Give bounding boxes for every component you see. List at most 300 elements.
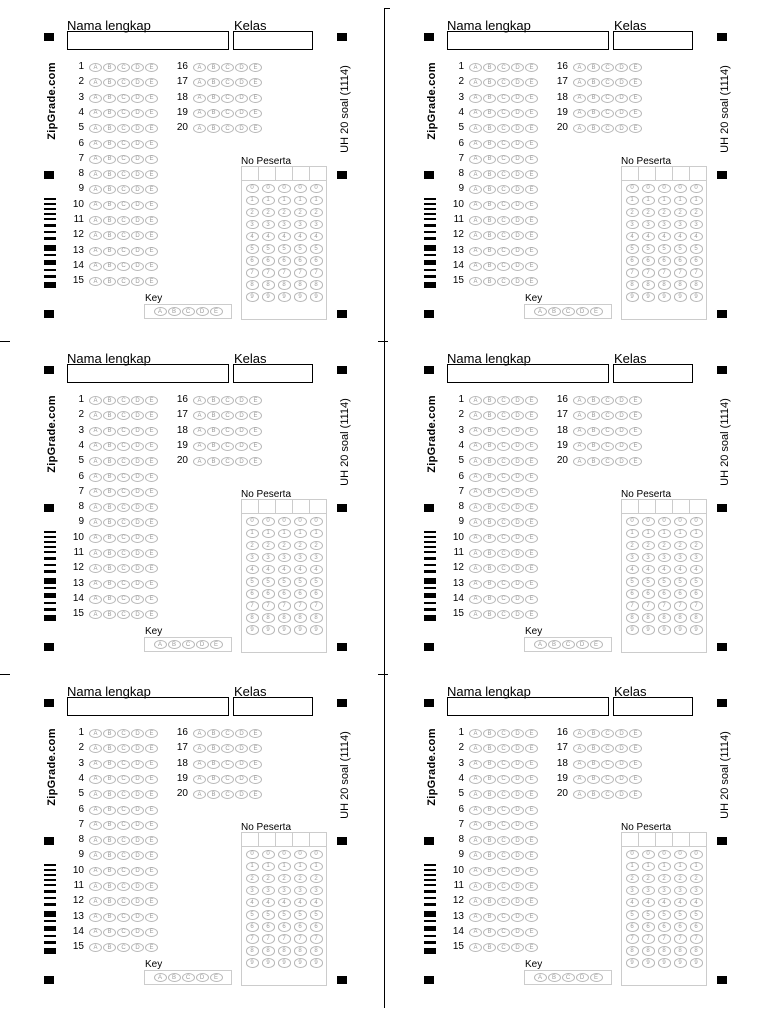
digit-bubble[interactable]: 1 <box>262 529 275 539</box>
digit-bubble[interactable]: 4 <box>278 898 291 908</box>
digit-bubble[interactable]: 4 <box>642 232 655 242</box>
digit-bubble[interactable]: 1 <box>626 196 639 206</box>
answer-bubble[interactable]: A <box>193 790 206 799</box>
answer-bubble[interactable]: A <box>193 729 206 738</box>
digit-bubble[interactable]: 0 <box>262 184 275 194</box>
digit-bubble[interactable]: 1 <box>674 529 687 539</box>
digit-bubble[interactable]: 0 <box>626 850 639 860</box>
answer-bubble[interactable]: D <box>131 595 144 604</box>
answer-bubble[interactable]: A <box>89 836 102 845</box>
answer-bubble[interactable]: A <box>193 775 206 784</box>
digit-bubble[interactable]: 2 <box>626 541 639 551</box>
key-bubble[interactable]: C <box>562 307 575 316</box>
digit-bubble[interactable]: 3 <box>674 553 687 563</box>
key-bubble[interactable]: D <box>576 640 589 649</box>
answer-bubble[interactable]: B <box>103 760 116 769</box>
answer-bubble[interactable]: E <box>629 411 642 420</box>
digit-bubble[interactable]: 5 <box>674 910 687 920</box>
answer-bubble[interactable]: C <box>601 427 614 436</box>
digit-bubble[interactable]: 5 <box>690 577 703 587</box>
answer-bubble[interactable]: C <box>117 170 130 179</box>
digit-bubble[interactable]: 7 <box>294 601 307 611</box>
answer-bubble[interactable]: C <box>497 473 510 482</box>
answer-bubble[interactable]: E <box>145 109 158 118</box>
answer-bubble[interactable]: D <box>511 790 524 799</box>
answer-bubble[interactable]: D <box>511 109 524 118</box>
digit-bubble[interactable]: 0 <box>246 517 259 527</box>
digit-bubble[interactable]: 4 <box>262 232 275 242</box>
answer-bubble[interactable]: D <box>131 867 144 876</box>
answer-bubble[interactable]: A <box>469 897 482 906</box>
answer-bubble[interactable]: B <box>103 411 116 420</box>
answer-bubble[interactable]: A <box>89 897 102 906</box>
answer-bubble[interactable]: D <box>511 216 524 225</box>
answer-bubble[interactable]: B <box>483 775 496 784</box>
answer-bubble[interactable]: D <box>511 534 524 543</box>
answer-bubble[interactable]: E <box>249 775 262 784</box>
answer-bubble[interactable]: B <box>103 78 116 87</box>
digit-bubble[interactable]: 7 <box>674 934 687 944</box>
answer-bubble[interactable]: A <box>573 760 586 769</box>
digit-bubble[interactable]: 4 <box>246 898 259 908</box>
answer-bubble[interactable]: E <box>525 185 538 194</box>
answer-bubble[interactable]: D <box>235 63 248 72</box>
answer-bubble[interactable]: D <box>615 760 628 769</box>
answer-bubble[interactable]: B <box>483 411 496 420</box>
digit-bubble[interactable]: 6 <box>674 922 687 932</box>
answer-bubble[interactable]: D <box>615 744 628 753</box>
answer-bubble[interactable]: D <box>511 913 524 922</box>
answer-bubble[interactable]: A <box>573 411 586 420</box>
answer-bubble[interactable]: D <box>511 473 524 482</box>
answer-bubble[interactable]: E <box>249 124 262 133</box>
digit-bubble[interactable]: 7 <box>310 934 323 944</box>
answer-bubble[interactable]: C <box>601 78 614 87</box>
answer-bubble[interactable]: D <box>131 775 144 784</box>
answer-bubble[interactable]: B <box>207 94 220 103</box>
answer-bubble[interactable]: A <box>469 63 482 72</box>
answer-bubble[interactable]: C <box>497 94 510 103</box>
digit-bubble[interactable]: 0 <box>278 850 291 860</box>
answer-bubble[interactable]: C <box>117 396 130 405</box>
key-bubble[interactable]: B <box>548 973 561 982</box>
answer-bubble[interactable]: D <box>615 427 628 436</box>
digit-bubble[interactable]: 0 <box>278 184 291 194</box>
digit-bubble[interactable]: 9 <box>690 292 703 302</box>
answer-bubble[interactable]: B <box>483 882 496 891</box>
digit-bubble[interactable]: 7 <box>310 601 323 611</box>
digit-bubble[interactable]: 5 <box>690 910 703 920</box>
answer-bubble[interactable]: E <box>525 851 538 860</box>
answer-bubble[interactable]: C <box>497 897 510 906</box>
answer-bubble[interactable]: B <box>103 503 116 512</box>
digit-bubble[interactable]: 3 <box>674 220 687 230</box>
digit-bubble[interactable]: 6 <box>246 589 259 599</box>
answer-bubble[interactable]: D <box>511 867 524 876</box>
answer-bubble[interactable]: E <box>525 806 538 815</box>
answer-bubble[interactable]: D <box>131 63 144 72</box>
answer-bubble[interactable]: A <box>193 78 206 87</box>
digit-bubble[interactable]: 4 <box>674 232 687 242</box>
digit-bubble[interactable]: 7 <box>626 934 639 944</box>
key-bubble[interactable]: A <box>534 973 547 982</box>
answer-bubble[interactable]: D <box>131 503 144 512</box>
answer-bubble[interactable]: B <box>483 216 496 225</box>
answer-bubble[interactable]: C <box>117 473 130 482</box>
answer-bubble[interactable]: D <box>511 442 524 451</box>
digit-bubble[interactable]: 7 <box>310 268 323 278</box>
digit-bubble[interactable]: 9 <box>690 958 703 968</box>
digit-bubble[interactable]: 1 <box>658 529 671 539</box>
digit-bubble[interactable]: 1 <box>642 862 655 872</box>
answer-bubble[interactable]: C <box>497 140 510 149</box>
digit-bubble[interactable]: 4 <box>294 565 307 575</box>
answer-bubble[interactable]: C <box>117 534 130 543</box>
answer-bubble[interactable]: D <box>511 851 524 860</box>
digit-bubble[interactable]: 8 <box>310 946 323 956</box>
digit-bubble[interactable]: 5 <box>626 910 639 920</box>
digit-bubble[interactable]: 3 <box>246 220 259 230</box>
answer-bubble[interactable]: E <box>525 109 538 118</box>
answer-bubble[interactable]: B <box>587 94 600 103</box>
answer-bubble[interactable]: E <box>525 610 538 619</box>
answer-bubble[interactable]: E <box>145 247 158 256</box>
answer-bubble[interactable]: C <box>221 760 234 769</box>
answer-bubble[interactable]: D <box>615 63 628 72</box>
answer-bubble[interactable]: B <box>103 610 116 619</box>
answer-bubble[interactable]: A <box>193 396 206 405</box>
answer-bubble[interactable]: B <box>483 124 496 133</box>
answer-bubble[interactable]: C <box>221 411 234 420</box>
digit-bubble[interactable]: 2 <box>246 541 259 551</box>
answer-bubble[interactable]: C <box>221 396 234 405</box>
answer-bubble[interactable]: E <box>249 790 262 799</box>
digit-bubble[interactable]: 1 <box>246 196 259 206</box>
answer-bubble[interactable]: D <box>511 63 524 72</box>
answer-bubble[interactable]: E <box>145 170 158 179</box>
answer-bubble[interactable]: A <box>573 775 586 784</box>
digit-bubble[interactable]: 2 <box>278 208 291 218</box>
digit-bubble[interactable]: 1 <box>294 196 307 206</box>
answer-bubble[interactable]: E <box>249 109 262 118</box>
digit-bubble[interactable]: 0 <box>642 850 655 860</box>
digit-bubble[interactable]: 9 <box>626 625 639 635</box>
answer-bubble[interactable]: C <box>117 488 130 497</box>
digit-bubble[interactable]: 1 <box>262 862 275 872</box>
answer-bubble[interactable]: B <box>207 109 220 118</box>
answer-bubble[interactable]: B <box>483 503 496 512</box>
digit-bubble[interactable]: 1 <box>642 529 655 539</box>
answer-bubble[interactable]: E <box>629 78 642 87</box>
digit-bubble[interactable]: 9 <box>658 292 671 302</box>
answer-bubble[interactable]: E <box>629 396 642 405</box>
digit-bubble[interactable]: 7 <box>246 268 259 278</box>
answer-bubble[interactable]: A <box>89 790 102 799</box>
answer-bubble[interactable]: E <box>145 488 158 497</box>
answer-bubble[interactable]: C <box>221 78 234 87</box>
digit-bubble[interactable]: 1 <box>642 196 655 206</box>
answer-bubble[interactable]: E <box>249 760 262 769</box>
answer-bubble[interactable]: C <box>497 155 510 164</box>
answer-bubble[interactable]: A <box>469 867 482 876</box>
answer-bubble[interactable]: A <box>193 63 206 72</box>
digit-bubble[interactable]: 3 <box>642 553 655 563</box>
digit-bubble[interactable]: 6 <box>626 256 639 266</box>
key-bubble[interactable]: C <box>182 973 195 982</box>
answer-bubble[interactable]: A <box>469 928 482 937</box>
digit-bubble[interactable]: 9 <box>674 625 687 635</box>
answer-bubble[interactable]: A <box>193 109 206 118</box>
answer-bubble[interactable]: B <box>483 473 496 482</box>
answer-bubble[interactable]: E <box>249 729 262 738</box>
answer-bubble[interactable]: C <box>117 595 130 604</box>
answer-bubble[interactable]: B <box>587 760 600 769</box>
answer-bubble[interactable]: C <box>497 610 510 619</box>
answer-bubble[interactable]: E <box>145 760 158 769</box>
answer-bubble[interactable]: E <box>525 124 538 133</box>
answer-bubble[interactable]: D <box>131 442 144 451</box>
answer-bubble[interactable]: D <box>511 580 524 589</box>
digit-bubble[interactable]: 5 <box>262 577 275 587</box>
answer-bubble[interactable]: E <box>249 94 262 103</box>
digit-bubble[interactable]: 4 <box>262 565 275 575</box>
answer-bubble[interactable]: B <box>483 867 496 876</box>
digit-bubble[interactable]: 2 <box>642 541 655 551</box>
digit-bubble[interactable]: 3 <box>626 220 639 230</box>
answer-bubble[interactable]: D <box>511 488 524 497</box>
digit-bubble[interactable]: 5 <box>278 577 291 587</box>
answer-bubble[interactable]: D <box>131 549 144 558</box>
answer-bubble[interactable]: D <box>131 928 144 937</box>
answer-bubble[interactable]: A <box>89 78 102 87</box>
digit-bubble[interactable]: 4 <box>674 898 687 908</box>
answer-bubble[interactable]: D <box>615 411 628 420</box>
answer-bubble[interactable]: A <box>469 518 482 527</box>
answer-bubble[interactable]: D <box>615 94 628 103</box>
answer-bubble[interactable]: C <box>221 457 234 466</box>
digit-bubble[interactable]: 6 <box>658 922 671 932</box>
answer-bubble[interactable]: E <box>525 943 538 952</box>
answer-bubble[interactable]: E <box>145 744 158 753</box>
answer-bubble[interactable]: D <box>131 216 144 225</box>
digit-bubble[interactable]: 1 <box>246 862 259 872</box>
answer-bubble[interactable]: C <box>117 851 130 860</box>
answer-bubble[interactable]: A <box>193 457 206 466</box>
answer-bubble[interactable]: B <box>103 836 116 845</box>
answer-bubble[interactable]: E <box>629 729 642 738</box>
key-bubble[interactable]: A <box>534 307 547 316</box>
answer-bubble[interactable]: D <box>511 78 524 87</box>
digit-bubble[interactable]: 6 <box>642 922 655 932</box>
answer-bubble[interactable]: A <box>469 262 482 271</box>
answer-bubble[interactable]: D <box>511 775 524 784</box>
answer-bubble[interactable]: A <box>469 109 482 118</box>
name-field[interactable] <box>447 697 609 716</box>
digit-bubble[interactable]: 2 <box>246 874 259 884</box>
digit-bubble[interactable]: 3 <box>690 886 703 896</box>
answer-bubble[interactable]: B <box>207 760 220 769</box>
answer-bubble[interactable]: C <box>117 201 130 210</box>
answer-bubble[interactable]: C <box>497 580 510 589</box>
answer-bubble[interactable]: B <box>103 109 116 118</box>
digit-bubble[interactable]: 4 <box>690 232 703 242</box>
answer-bubble[interactable]: A <box>469 247 482 256</box>
answer-bubble[interactable]: A <box>573 63 586 72</box>
digit-bubble[interactable]: 2 <box>310 541 323 551</box>
digit-bubble[interactable]: 3 <box>642 220 655 230</box>
digit-bubble[interactable]: 4 <box>642 898 655 908</box>
answer-bubble[interactable]: C <box>117 836 130 845</box>
digit-bubble[interactable]: 9 <box>690 625 703 635</box>
answer-bubble[interactable]: A <box>89 201 102 210</box>
answer-bubble[interactable]: E <box>145 473 158 482</box>
answer-bubble[interactable]: D <box>131 610 144 619</box>
digit-bubble[interactable]: 7 <box>278 934 291 944</box>
answer-bubble[interactable]: A <box>469 216 482 225</box>
digit-bubble[interactable]: 2 <box>246 208 259 218</box>
answer-bubble[interactable]: B <box>207 63 220 72</box>
digit-bubble[interactable]: 9 <box>246 292 259 302</box>
answer-bubble[interactable]: B <box>483 821 496 830</box>
answer-bubble[interactable]: B <box>587 396 600 405</box>
answer-bubble[interactable]: E <box>145 928 158 937</box>
answer-bubble[interactable]: D <box>511 806 524 815</box>
answer-bubble[interactable]: A <box>193 411 206 420</box>
digit-bubble[interactable]: 0 <box>278 517 291 527</box>
digit-bubble[interactable]: 0 <box>310 184 323 194</box>
answer-bubble[interactable]: A <box>89 262 102 271</box>
digit-bubble[interactable]: 2 <box>262 874 275 884</box>
digit-bubble[interactable]: 5 <box>294 244 307 254</box>
digit-bubble[interactable]: 6 <box>642 589 655 599</box>
answer-bubble[interactable]: D <box>131 943 144 952</box>
answer-bubble[interactable]: A <box>469 170 482 179</box>
answer-bubble[interactable]: A <box>469 744 482 753</box>
answer-bubble[interactable]: C <box>497 124 510 133</box>
answer-bubble[interactable]: D <box>131 760 144 769</box>
digit-bubble[interactable]: 4 <box>310 232 323 242</box>
answer-bubble[interactable]: B <box>207 744 220 753</box>
digit-bubble[interactable]: 6 <box>262 256 275 266</box>
answer-bubble[interactable]: E <box>145 580 158 589</box>
key-bubble[interactable]: E <box>590 973 603 982</box>
answer-bubble[interactable]: C <box>117 729 130 738</box>
answer-bubble[interactable]: B <box>103 457 116 466</box>
answer-bubble[interactable]: C <box>497 78 510 87</box>
answer-bubble[interactable]: E <box>145 595 158 604</box>
answer-bubble[interactable]: C <box>601 442 614 451</box>
answer-bubble[interactable]: B <box>207 790 220 799</box>
answer-bubble[interactable]: D <box>131 790 144 799</box>
digit-bubble[interactable]: 3 <box>626 553 639 563</box>
answer-bubble[interactable]: B <box>103 595 116 604</box>
digit-bubble[interactable]: 6 <box>658 589 671 599</box>
answer-bubble[interactable]: E <box>525 155 538 164</box>
answer-bubble[interactable]: D <box>511 943 524 952</box>
answer-bubble[interactable]: D <box>511 595 524 604</box>
answer-bubble[interactable]: A <box>89 427 102 436</box>
answer-bubble[interactable]: A <box>573 124 586 133</box>
answer-bubble[interactable]: A <box>573 94 586 103</box>
answer-bubble[interactable]: B <box>483 201 496 210</box>
answer-bubble[interactable]: D <box>235 411 248 420</box>
answer-bubble[interactable]: D <box>615 457 628 466</box>
answer-bubble[interactable]: C <box>117 247 130 256</box>
answer-bubble[interactable]: E <box>525 411 538 420</box>
answer-bubble[interactable]: A <box>193 124 206 133</box>
digit-bubble[interactable]: 9 <box>294 625 307 635</box>
digit-bubble[interactable]: 8 <box>674 613 687 623</box>
digit-bubble[interactable]: 9 <box>642 958 655 968</box>
answer-bubble[interactable]: C <box>117 580 130 589</box>
answer-bubble[interactable]: D <box>131 534 144 543</box>
answer-bubble[interactable]: B <box>103 427 116 436</box>
answer-bubble[interactable]: B <box>103 247 116 256</box>
answer-bubble[interactable]: C <box>601 63 614 72</box>
answer-bubble[interactable]: E <box>629 63 642 72</box>
answer-bubble[interactable]: B <box>103 140 116 149</box>
answer-bubble[interactable]: B <box>483 913 496 922</box>
digit-bubble[interactable]: 3 <box>310 220 323 230</box>
class-field[interactable] <box>613 31 693 50</box>
answer-bubble[interactable]: E <box>145 882 158 891</box>
digit-bubble[interactable]: 3 <box>294 553 307 563</box>
answer-bubble[interactable]: D <box>131 729 144 738</box>
digit-bubble[interactable]: 2 <box>294 208 307 218</box>
key-bubble[interactable]: A <box>154 307 167 316</box>
answer-bubble[interactable]: E <box>145 155 158 164</box>
digit-bubble[interactable]: 3 <box>674 886 687 896</box>
answer-bubble[interactable]: E <box>145 564 158 573</box>
digit-bubble[interactable]: 4 <box>658 898 671 908</box>
answer-bubble[interactable]: B <box>483 897 496 906</box>
answer-bubble[interactable]: B <box>483 109 496 118</box>
answer-bubble[interactable]: D <box>511 262 524 271</box>
answer-bubble[interactable]: A <box>469 503 482 512</box>
class-field[interactable] <box>613 697 693 716</box>
answer-bubble[interactable]: A <box>573 442 586 451</box>
answer-bubble[interactable]: E <box>629 790 642 799</box>
answer-bubble[interactable]: B <box>483 836 496 845</box>
answer-bubble[interactable]: E <box>525 277 538 286</box>
digit-bubble[interactable]: 2 <box>626 874 639 884</box>
answer-bubble[interactable]: D <box>511 836 524 845</box>
answer-bubble[interactable]: C <box>117 457 130 466</box>
digit-bubble[interactable]: 0 <box>310 850 323 860</box>
digit-bubble[interactable]: 3 <box>658 553 671 563</box>
answer-bubble[interactable]: E <box>249 744 262 753</box>
answer-bubble[interactable]: C <box>117 790 130 799</box>
answer-bubble[interactable]: B <box>483 78 496 87</box>
name-field[interactable] <box>447 31 609 50</box>
answer-bubble[interactable]: E <box>525 928 538 937</box>
digit-bubble[interactable]: 7 <box>658 268 671 278</box>
answer-bubble[interactable]: E <box>145 503 158 512</box>
answer-bubble[interactable]: E <box>525 231 538 240</box>
answer-bubble[interactable]: C <box>497 488 510 497</box>
answer-bubble[interactable]: E <box>249 78 262 87</box>
digit-bubble[interactable]: 5 <box>278 910 291 920</box>
answer-bubble[interactable]: E <box>525 549 538 558</box>
answer-bubble[interactable]: B <box>103 63 116 72</box>
answer-bubble[interactable]: B <box>483 231 496 240</box>
digit-bubble[interactable]: 3 <box>278 220 291 230</box>
answer-bubble[interactable]: A <box>89 913 102 922</box>
key-bubble[interactable]: B <box>548 307 561 316</box>
answer-bubble[interactable]: A <box>193 94 206 103</box>
answer-bubble[interactable]: C <box>117 277 130 286</box>
answer-bubble[interactable]: B <box>483 155 496 164</box>
